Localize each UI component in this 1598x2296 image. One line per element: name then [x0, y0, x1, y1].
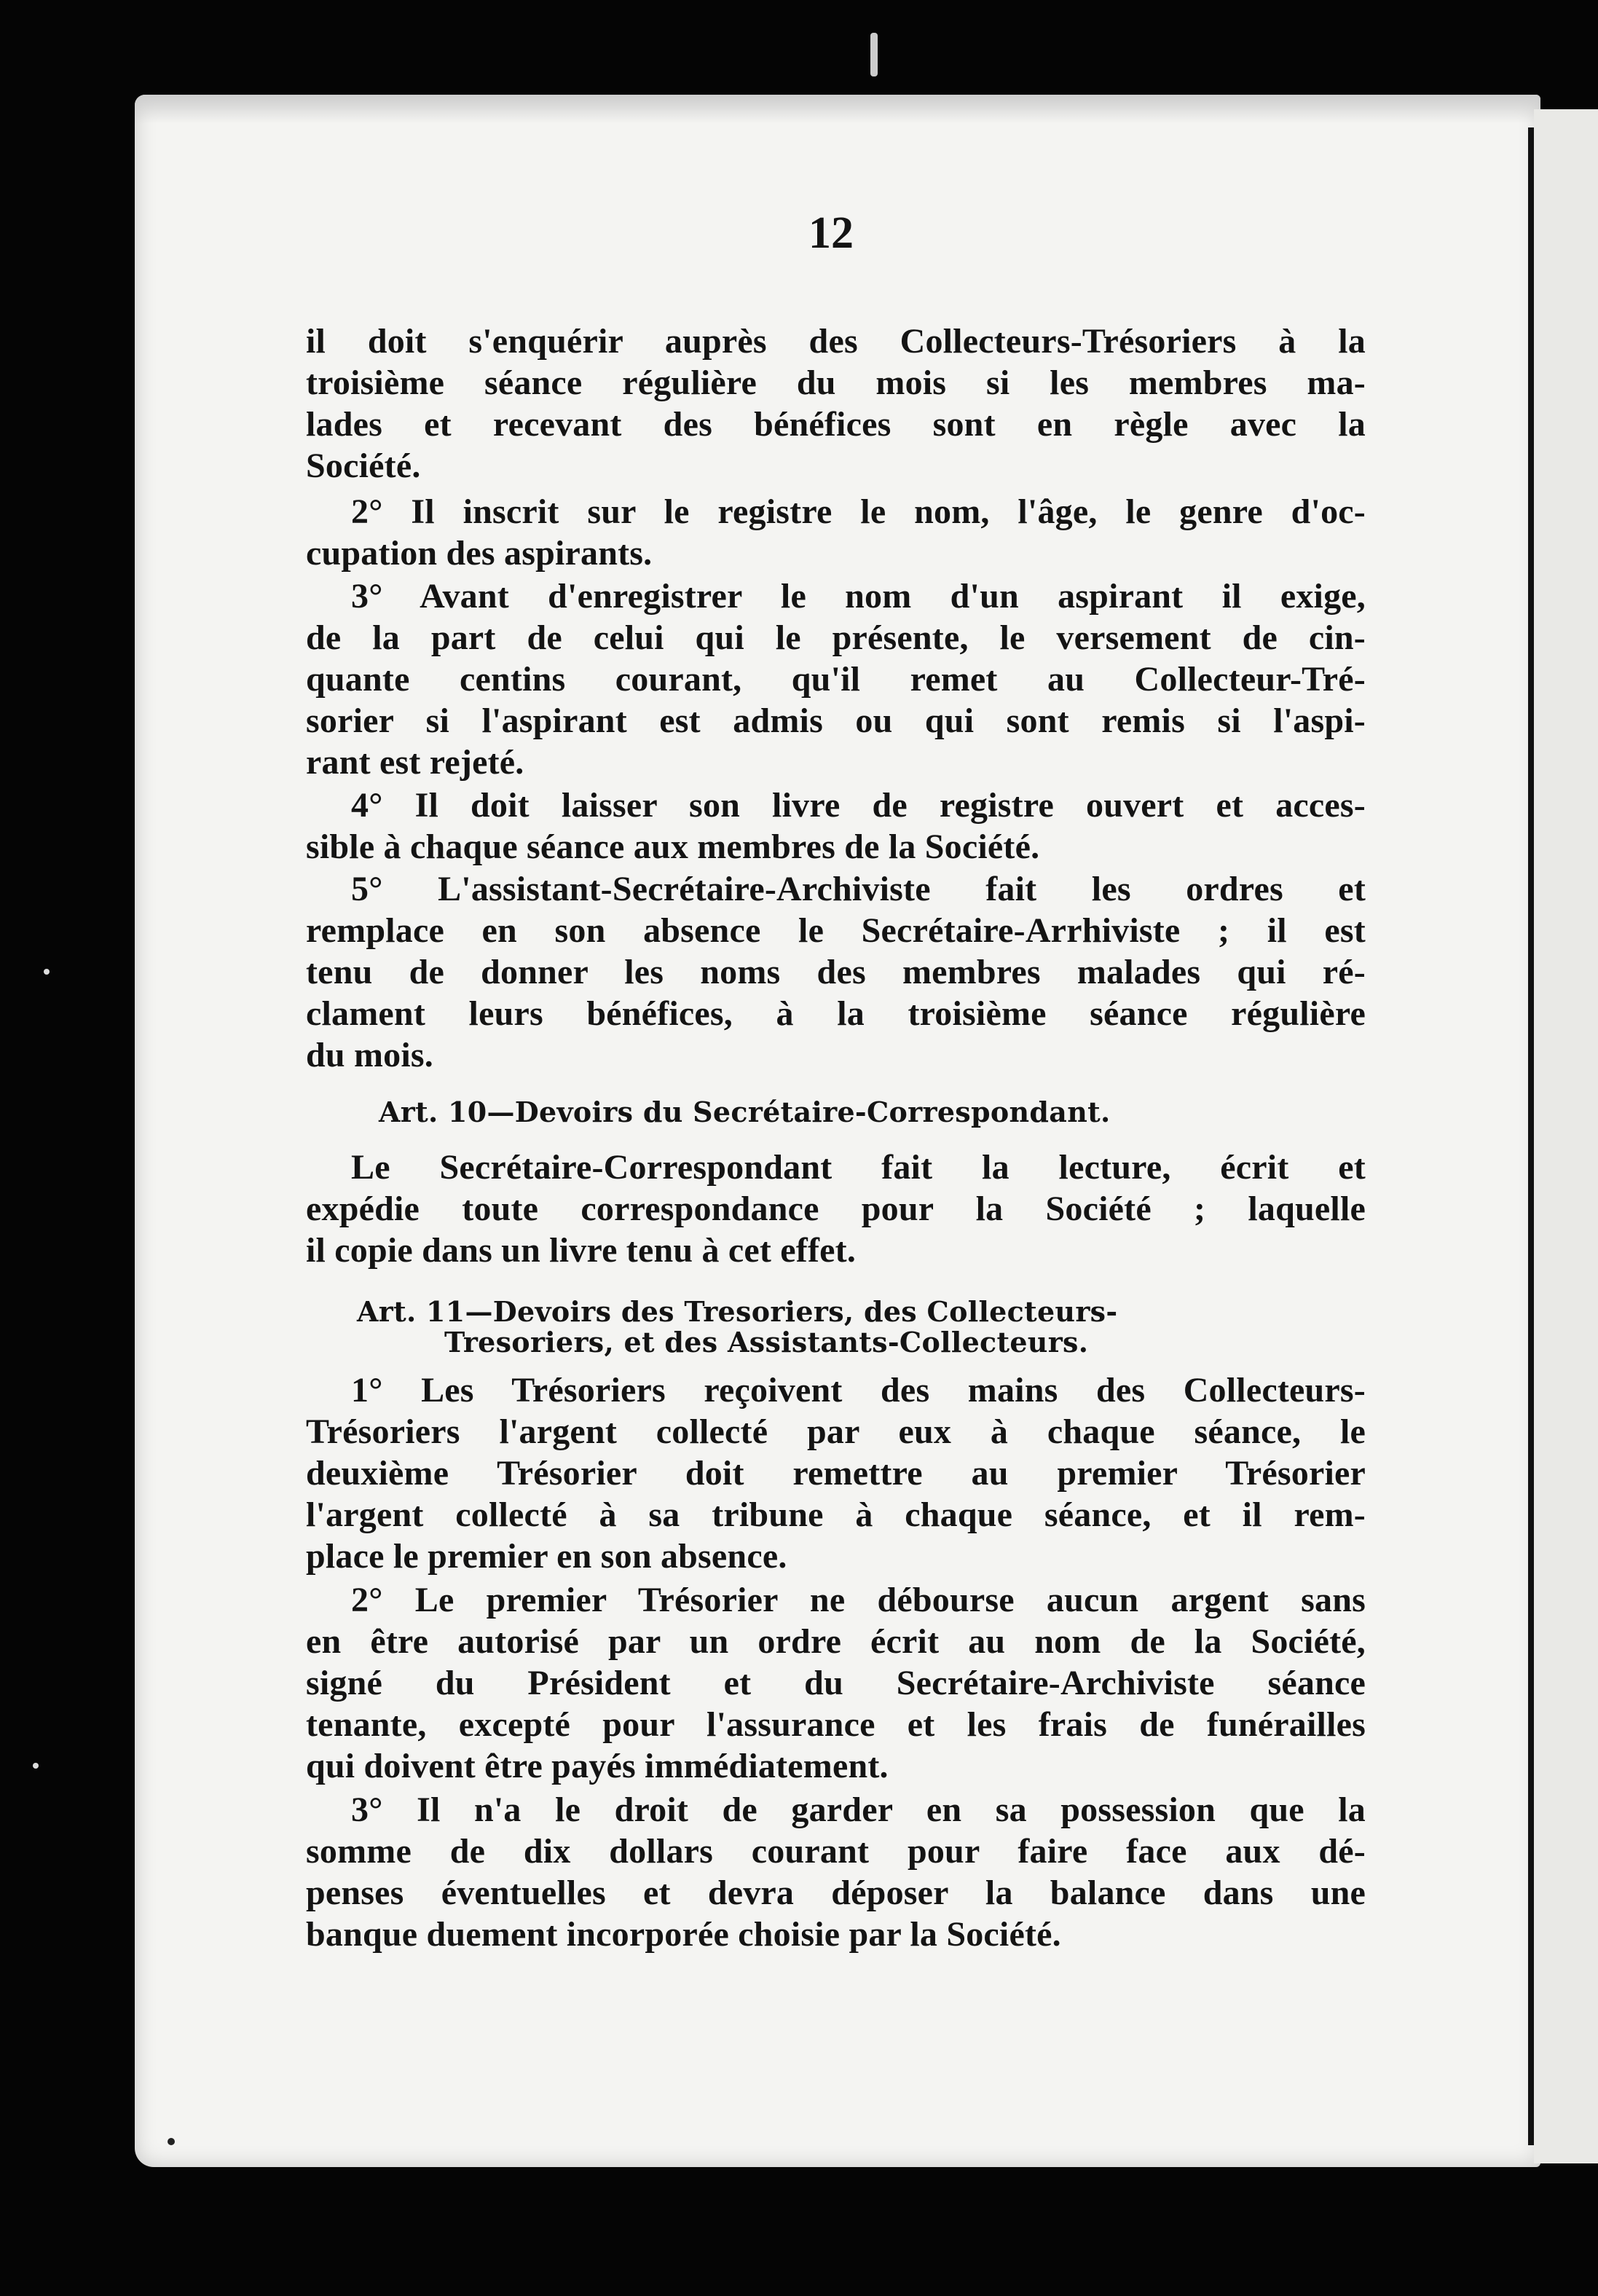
text-line: l'argent collecté à sa tribune à chaque séance, et il rem- — [306, 1495, 1366, 1534]
text-line: tenante, excepté pour l'assurance et les frais de funérailles — [306, 1705, 1366, 1744]
text-line: 1° Les Trésoriers reçoivent des mains des Collecteurs- — [351, 1371, 1366, 1410]
text-line: cupation des aspirants. — [306, 534, 653, 573]
text-line: qui doivent être payés immédiatement. — [306, 1747, 889, 1785]
text-line: remplace en son absence le Secrétaire-Arrhiviste ; il est — [306, 911, 1366, 950]
text-line: du mois. — [306, 1036, 433, 1074]
text-line: en être autorisé par un ordre écrit au nom de la Société, — [306, 1622, 1366, 1661]
text-line: sible à chaque séance aux membres de la Société. — [306, 827, 1040, 866]
text-line: Le Secrétaire-Correspondant fait la lecture, écrit et — [351, 1148, 1366, 1187]
ink-dot — [168, 2138, 175, 2145]
text-line: Trésoriers l'argent collecté par eux à chaque séance, le — [306, 1412, 1366, 1451]
text-line: 3° Avant d'enregistrer le nom d'un aspirant il exige, — [351, 577, 1366, 616]
text-line: de la part de celui qui le présente, le versement de cin- — [306, 618, 1366, 657]
book-spine-line — [1528, 127, 1534, 2145]
text-line: banque duement incorporée choisie par la Société. — [306, 1915, 1061, 1954]
scan-dust — [33, 1763, 39, 1769]
text-line: quante centins courant, qu'il remet au Collecteur-Tré- — [306, 660, 1366, 699]
text-line: somme de dix dollars courant pour faire face aux dé- — [306, 1832, 1366, 1871]
article-heading: Art. 10—Devoirs du Secrétaire-Correspondant. — [379, 1096, 1111, 1128]
page-top-shadow — [135, 95, 1540, 124]
text-line: Société. — [306, 447, 421, 485]
text-line: place le premier en son absence. — [306, 1537, 787, 1576]
page-number: 12 — [808, 208, 854, 258]
text-line: signé du Président et du Secrétaire-Archiviste séance — [306, 1664, 1366, 1702]
scan-dust — [870, 33, 878, 76]
text-line: sorier si l'aspirant est admis ou qui sont remis si l'aspi- — [306, 701, 1366, 740]
scan-dust — [44, 969, 50, 975]
text-line: deuxième Trésorier doit remettre au premier Trésorier — [306, 1454, 1366, 1493]
text-line: 2° Le premier Trésorier ne débourse aucun argent sans — [351, 1581, 1366, 1619]
text-line: il copie dans un livre tenu à cet effet. — [306, 1231, 857, 1270]
text-line: tenu de donner les noms des membres malades qui ré- — [306, 953, 1366, 991]
text-line: lades et recevant des bénéfices sont en règle avec la — [306, 405, 1366, 444]
text-line: expédie toute correspondance pour la Société ; laquelle — [306, 1190, 1366, 1228]
text-line: il doit s'enquérir auprès des Collecteurs-Trésoriers à la — [306, 322, 1366, 361]
text-line: 2° Il inscrit sur le registre le nom, l'âge, le genre d'oc- — [351, 492, 1366, 531]
text-line: 5° L'assistant-Secrétaire-Archiviste fait les ordres et — [351, 870, 1366, 908]
text-line: 4° Il doit laisser son livre de registre ouvert et acces- — [351, 786, 1366, 825]
article-heading: Art. 11—Devoirs des Tresoriers, des Collecteurs- — [357, 1295, 1118, 1328]
article-heading-continued: Tresoriers, et des Assistants-Collecteurs. — [444, 1326, 1089, 1359]
text-line: troisième séance régulière du mois si les membres ma- — [306, 363, 1366, 402]
text-line: penses éventuelles et devra déposer la balance dans une — [306, 1874, 1366, 1912]
text-line: rant est rejeté. — [306, 743, 524, 782]
text-line: clament leurs bénéfices, à la troisième séance régulière — [306, 994, 1366, 1033]
text-line: 3° Il n'a le droit de garder en sa possession que la — [351, 1790, 1366, 1829]
facing-page-edge — [1534, 109, 1598, 2163]
